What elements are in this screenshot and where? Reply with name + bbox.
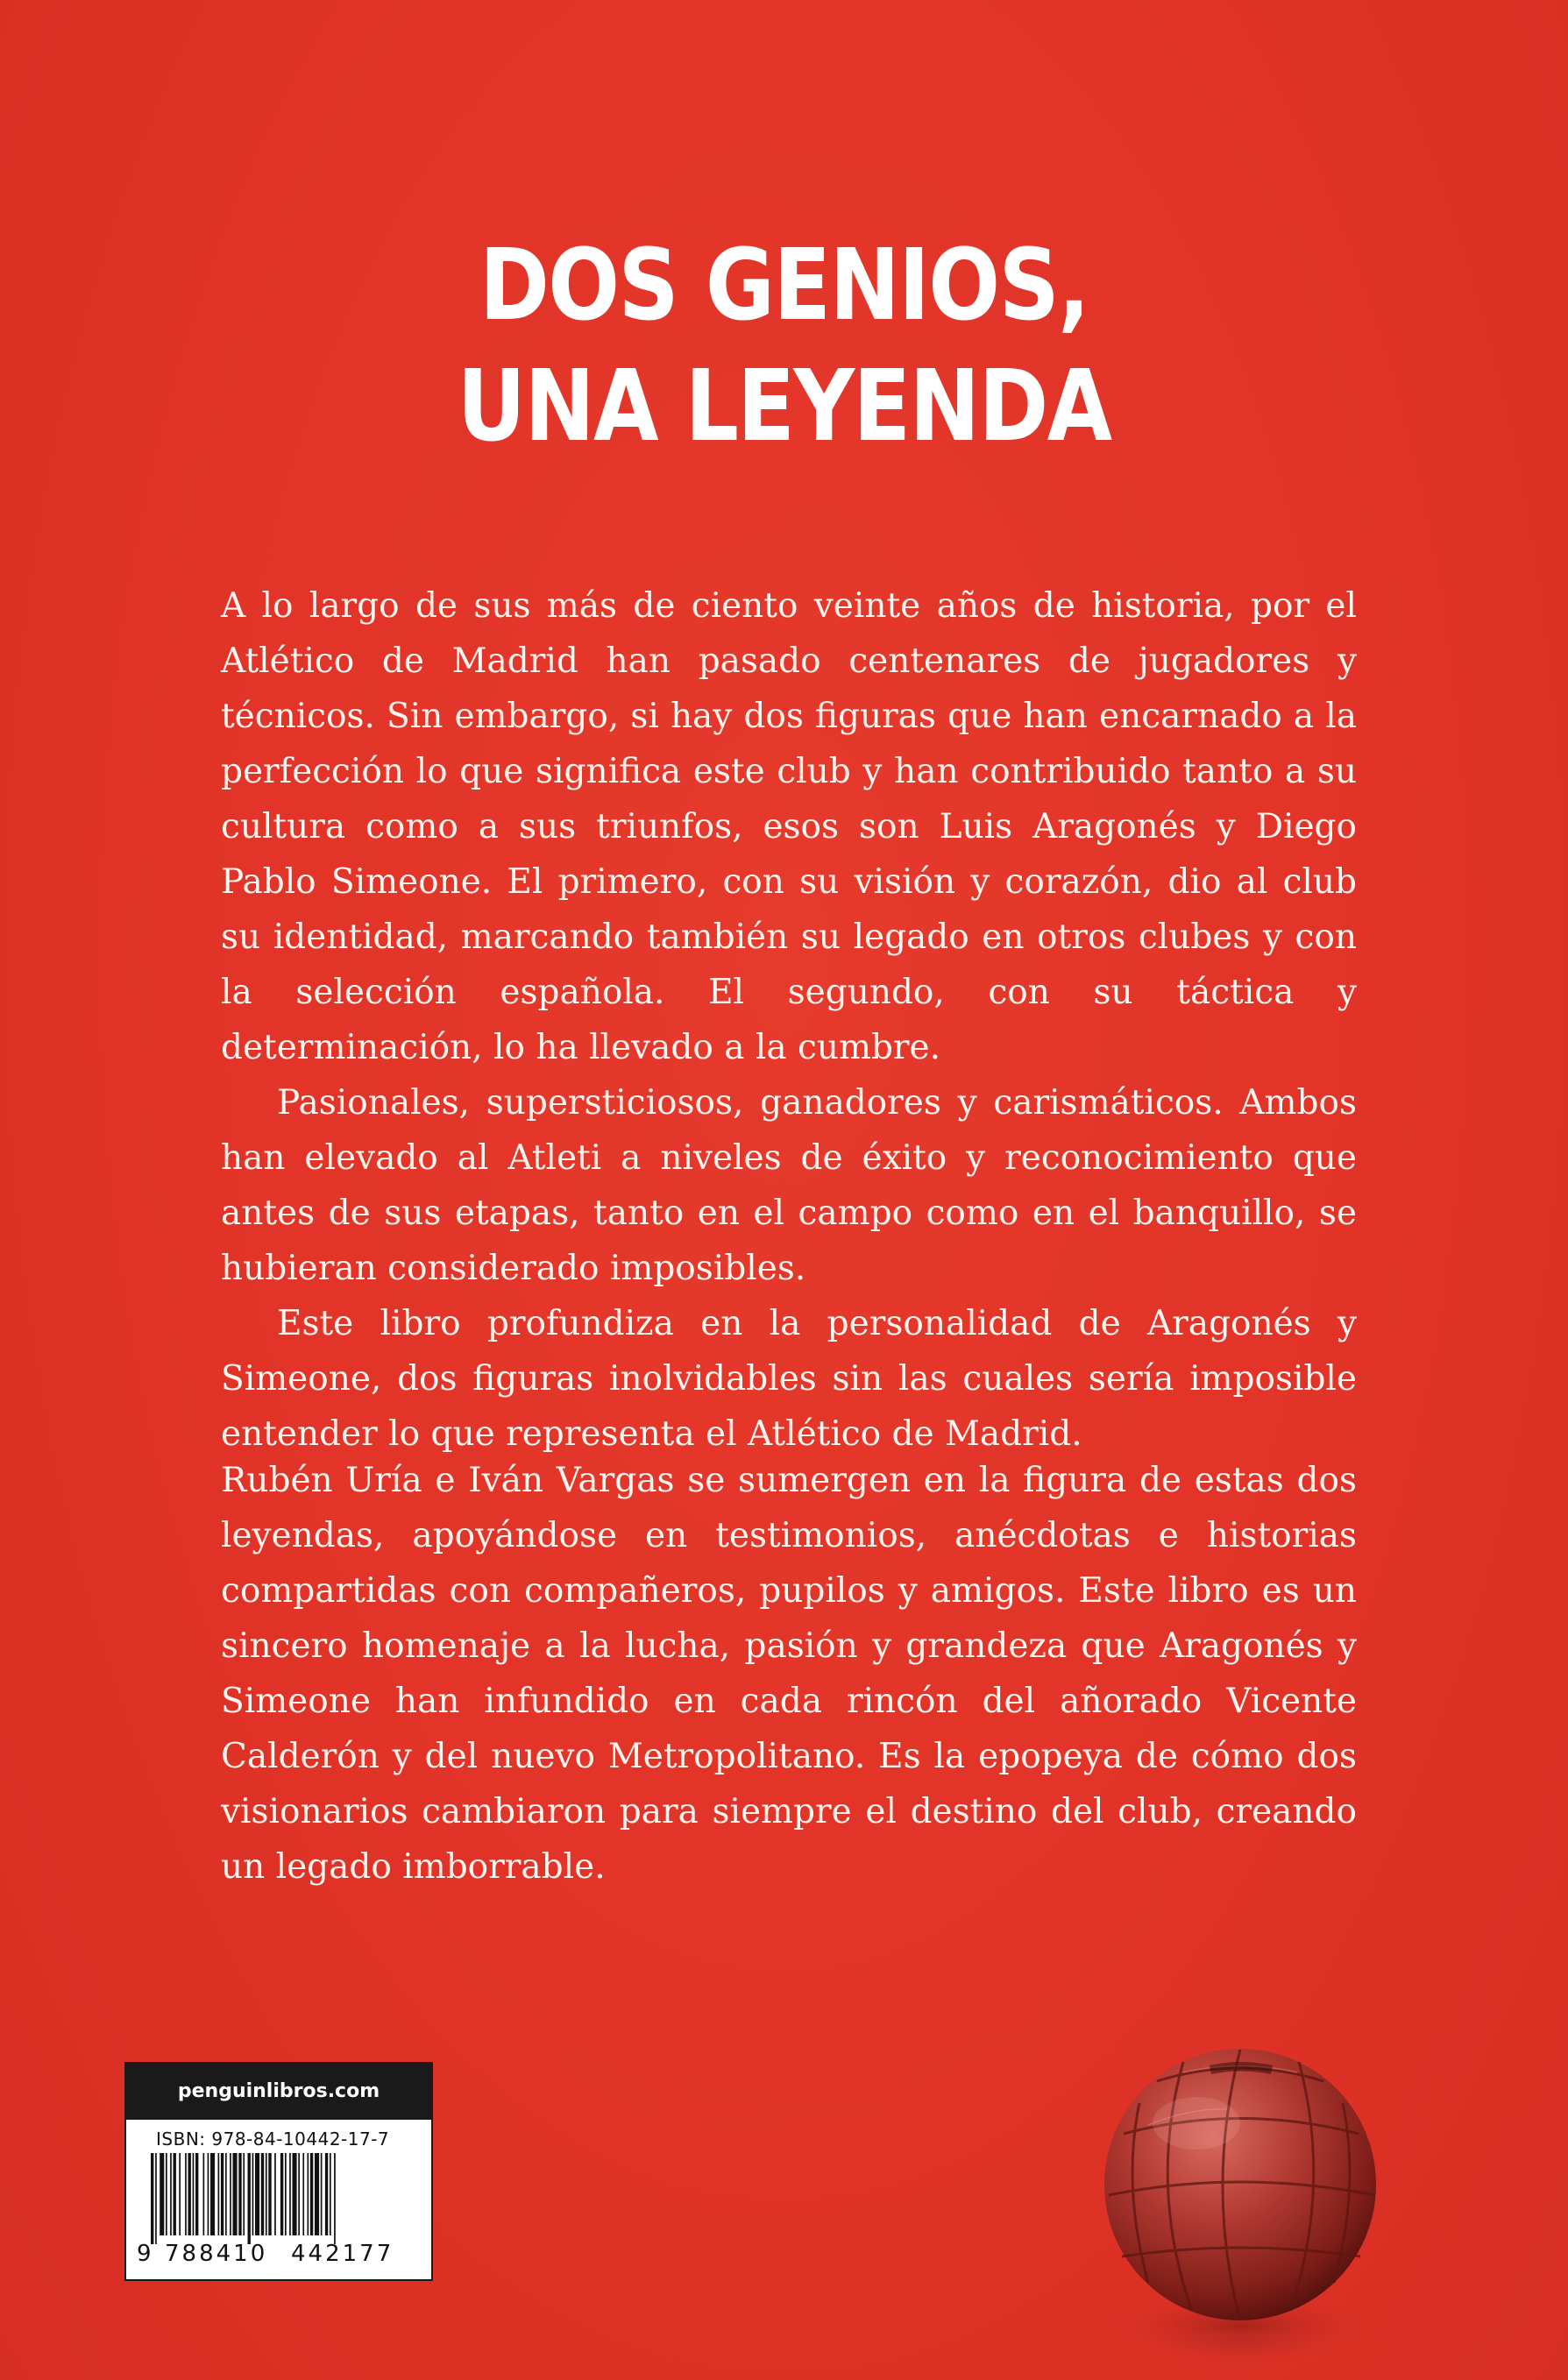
barcode-digit-lead: 9 xyxy=(137,2241,152,2267)
synopsis-paragraph-1: A lo largo de sus más de ciento veinte años de historia, por el Atlético de Madrid han pasado centenares de jugadores y técnicos. Sin embargo, si hay dos figuras que han encarnado a la perfección lo que significa este club y han contribuido tanto a su cultura como a sus triunfos, esos son Luis Aragonés y Diego Pablo Simeone. El primero, con su visión y corazón, dio al club su identidad, marcando también su legado en otros clubes y con la selección española. El segundo, con su táctica y determinación, lo ha llevado a la cumbre. xyxy=(221,586,1357,1067)
barcode-bar xyxy=(243,2153,245,2235)
barcode-bar xyxy=(298,2153,300,2235)
barcode-bar xyxy=(160,2153,164,2235)
barcode-bar xyxy=(321,2153,323,2235)
barcode-digits-right: 442177 xyxy=(291,2241,394,2267)
barcode-bar xyxy=(315,2153,319,2235)
barcode-bar xyxy=(266,2153,267,2235)
barcode-bar xyxy=(151,2153,153,2244)
barcode-bar xyxy=(248,2153,251,2244)
barcode-bar xyxy=(193,2153,195,2235)
barcode-bar xyxy=(255,2153,259,2235)
barcode-bar xyxy=(170,2153,172,2235)
barcode-bar xyxy=(252,2153,254,2235)
barcode-bar xyxy=(179,2153,181,2235)
barcode-bar xyxy=(274,2153,276,2235)
barcode-bar xyxy=(302,2153,304,2235)
barcode-bar xyxy=(185,2153,187,2235)
barcode-bar xyxy=(289,2153,291,2235)
barcode-bar xyxy=(238,2153,241,2235)
barcode-block xyxy=(124,2062,433,2281)
barcode-bar xyxy=(293,2153,297,2235)
barcode-bar xyxy=(285,2153,287,2235)
barcode-bar xyxy=(268,2153,271,2235)
publisher-website: penguinlibros.com xyxy=(126,2064,431,2120)
barcode-bar xyxy=(230,2153,231,2235)
barcode-bar xyxy=(218,2153,220,2235)
barcode-bar xyxy=(195,2153,198,2235)
barcode-bar xyxy=(325,2153,328,2235)
barcode-bars xyxy=(151,2153,407,2244)
barcode-bar xyxy=(221,2153,223,2235)
barcode-bar xyxy=(330,2153,331,2235)
barcode-bar xyxy=(334,2153,336,2244)
authors-paragraph: Rubén Uría e Iván Vargas se sumergen en la figura de estas dos leyendas, apoyándose en testimonios, anécdotas e historias compartidas con compañeros, pupilos y amigos. Este libro es un sincero homenaje a la lucha, pasión y grandeza que Aragonés y Simeone han infundido en cada rincón del añorado Vicente Calderón y del nuevo Metropolitano. Es la epopeya de cómo dos visionarios cambiaron para siempre el destino del club, creando un legado imborrable. xyxy=(221,1461,1357,1887)
barcode-bar xyxy=(166,2153,167,2235)
authors-blurb xyxy=(221,1453,1357,1895)
barcode-bar xyxy=(233,2153,238,2235)
synopsis-paragraph-3: Este libro profundiza en la personalidad de Aragonés y Simeone, dos figuras inolvidables sin las cuales sería imposible entender lo que representa el Atlético de Madrid. xyxy=(221,1304,1357,1454)
synopsis-paragraph-2: Pasionales, supersticiosos, ganadores y carismáticos. Ambos han elevado al Atleti a niveles de éxito y reconocimiento que antes de sus etapas, tanto en el campo como en el banquillo, se hubieran considerado imposibles. xyxy=(221,1083,1357,1288)
barcode-bar xyxy=(188,2153,191,2235)
barcode-bar xyxy=(280,2153,283,2235)
barcode-bar xyxy=(310,2153,313,2235)
barcode-bar xyxy=(210,2153,215,2235)
barcode-bar xyxy=(261,2153,264,2235)
barcode-digits-left: 788410 xyxy=(165,2241,268,2267)
headline-line-1: DOS GENIOS, xyxy=(479,229,1089,343)
isbn-label: ISBN: 978-84-10442-17-7 xyxy=(156,2129,390,2150)
barcode-bar xyxy=(155,2153,157,2244)
headline-line-2: UNA LEYENDA xyxy=(457,350,1111,464)
barcode-bar xyxy=(174,2153,176,2235)
barcode-bar xyxy=(225,2153,227,2235)
barcode-bar xyxy=(308,2153,309,2235)
football-image xyxy=(1052,2020,1420,2379)
synopsis xyxy=(221,578,1357,1462)
barcode-bar xyxy=(208,2153,209,2235)
barcode-bar xyxy=(203,2153,205,2235)
